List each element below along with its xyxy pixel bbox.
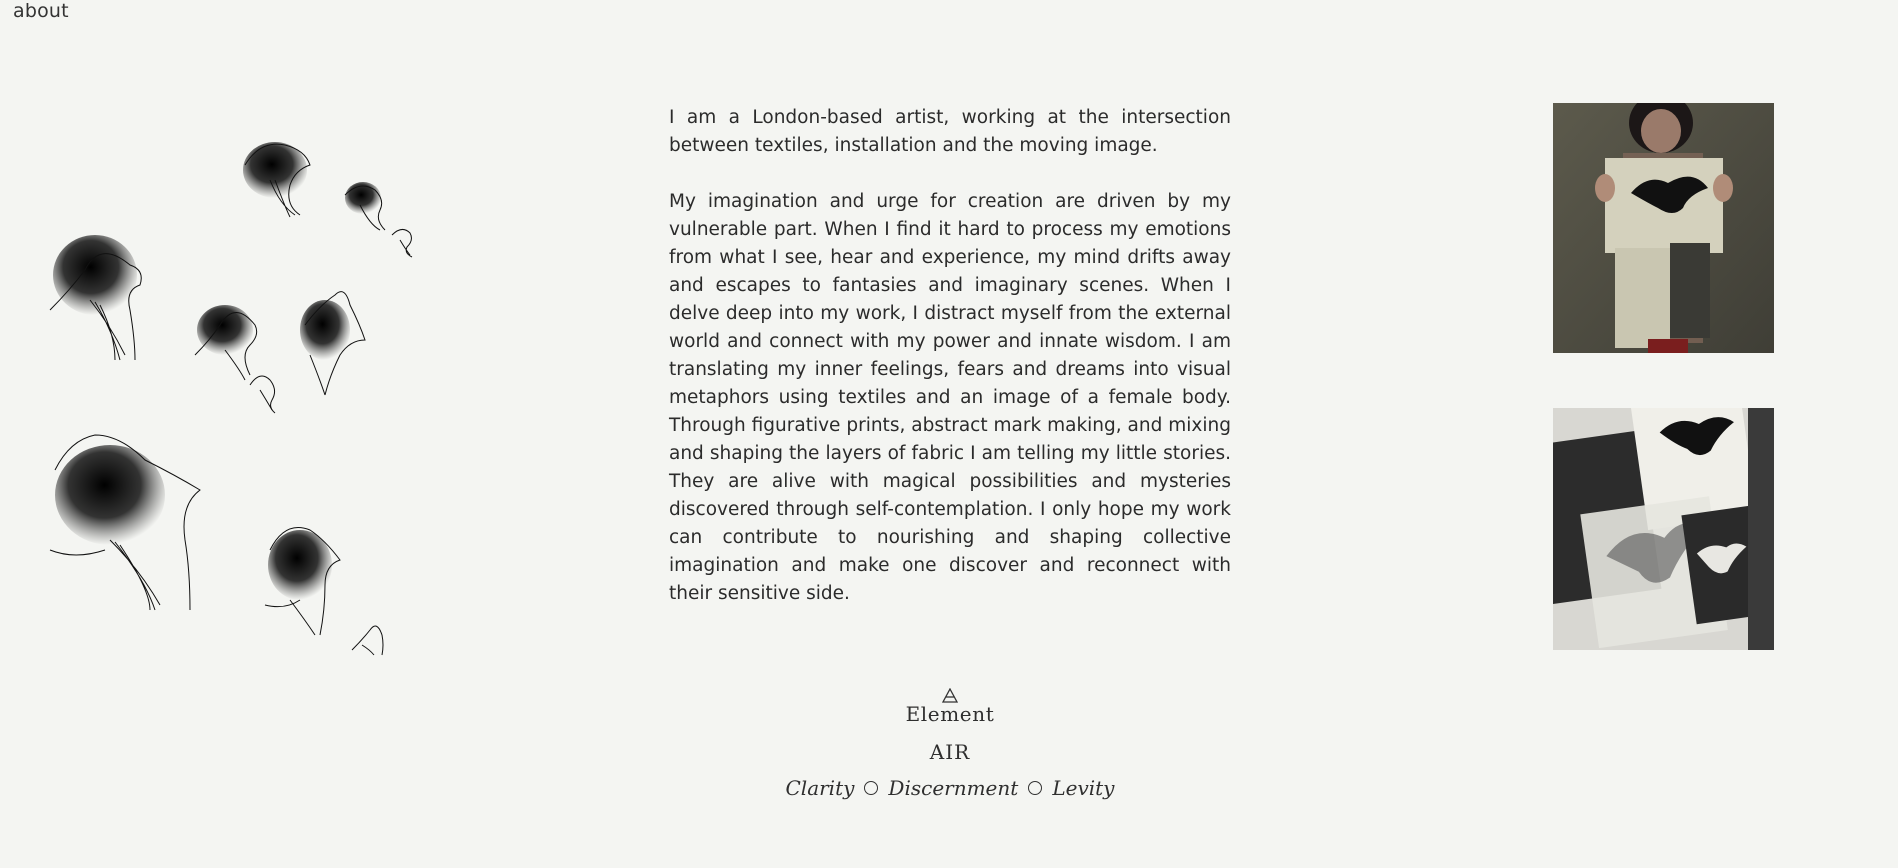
element-name: AIR	[929, 740, 971, 764]
artist-photo-image	[1553, 103, 1774, 353]
circle-separator-icon	[864, 781, 878, 795]
artist-photo[interactable]	[1553, 103, 1774, 353]
about-link[interactable]: about	[13, 0, 69, 22]
element-label: Element	[905, 702, 995, 726]
bird-illustration-4	[50, 235, 141, 360]
bio-paragraph-1: I am a London-based artist, working at the intersection between textiles, installation and the moving image.	[669, 107, 1231, 156]
bird-illustration-6	[250, 376, 275, 413]
bird-illustration-7	[300, 292, 365, 395]
quality-levity: Levity	[1052, 776, 1115, 800]
bird-illustration-8	[50, 435, 200, 610]
bird-illustration-5	[195, 305, 257, 380]
prints-photo-image	[1553, 408, 1774, 650]
circle-separator-icon	[1028, 781, 1042, 795]
element-section	[760, 688, 1140, 800]
bio-paragraph-2: My imagination and urge for creation are driven by my vulnerable part. When I find it hard to process my emotions from what I see, hear and experience, my mind drifts away and escapes to fantasies and imaginary scenes. When I delve deep into my work, I distract myself from the external world and connect with my power and innate wisdom. I am translating my inner feelings, fears and dreams into visual metaphors using textiles and an image of a female body. Through figurative prints, abstract mark making, and mixing and shaping the layers of fabric I am telling my little stories. They are alive with magical possibilities and mysteries discovered through self-contemplation. I only hope my work can contribute to nourishing and shaping collective imagination and make one discover and reconnect with their sensitive side.	[669, 191, 1231, 604]
quality-clarity: Clarity	[785, 776, 855, 800]
bird-illustration-10	[352, 626, 383, 655]
quality-discernment: Discernment	[888, 776, 1019, 800]
prints-photo[interactable]	[1553, 408, 1774, 650]
bird-illustration-9	[265, 528, 340, 636]
bird-illustration-2	[345, 182, 385, 230]
birds-illustration	[40, 120, 430, 670]
bird-illustration-1	[243, 142, 310, 217]
element-qualities	[760, 776, 1140, 800]
bio-text	[669, 104, 1231, 636]
bird-illustration-3	[392, 229, 412, 257]
